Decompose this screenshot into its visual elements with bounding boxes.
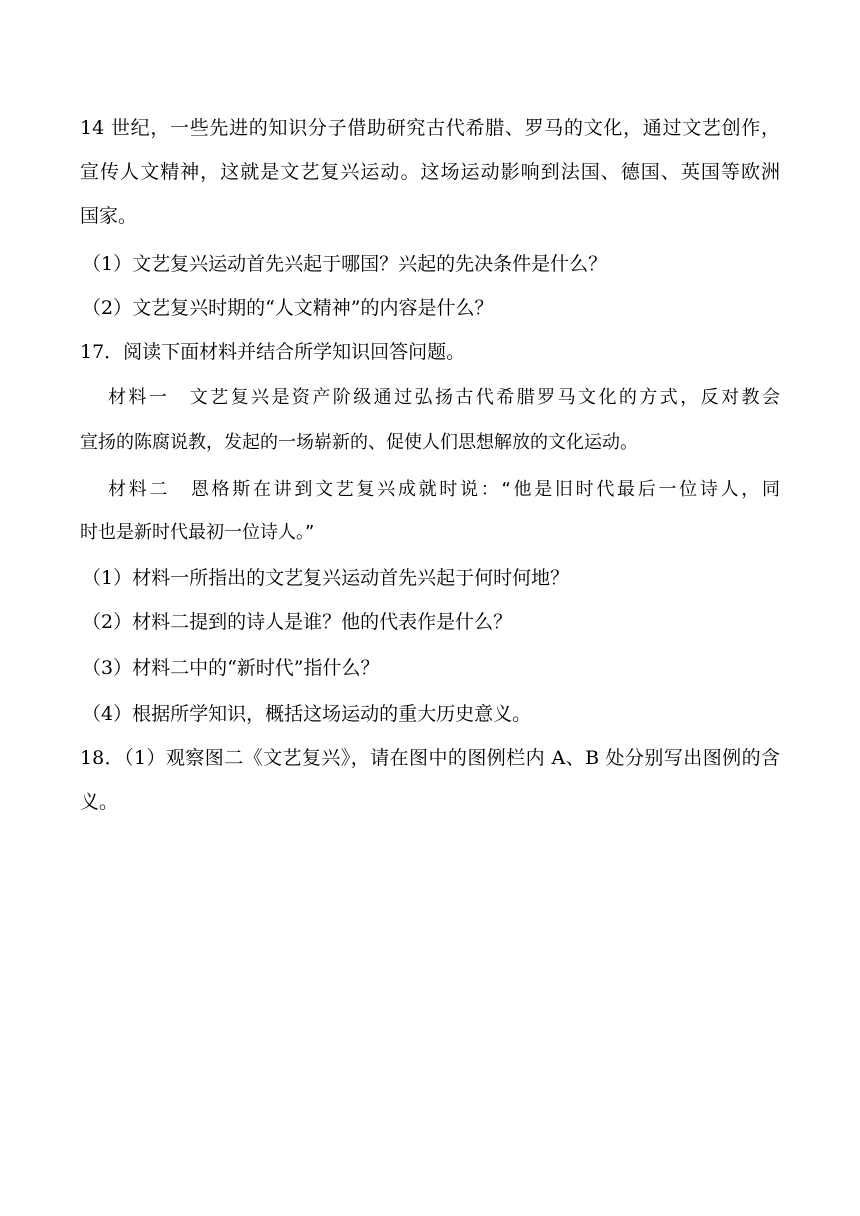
question-17-part-2: （2）材料二提到的诗人是谁？他的代表作是什么？ [82,611,513,633]
material-1-line-2: 宣扬的陈腐说教，发起的一场崭新的、促使人们思想解放的文化运动。 [80,432,638,453]
question-17-part-4: （4）根据所学知识，概括这场运动的重大历史意义。 [82,703,532,725]
material-2-line-2: 时也是新时代最初一位诗人。” [80,522,315,543]
material-1-line-1: 材料一 文艺复兴是资产阶级通过弘扬古代希腊罗马文化的方式，反对教会 [108,387,780,408]
intro-paragraph-line-1: 14 世纪，一些先进的知识分子借助研究古代希腊、罗马的文化，通过文艺创作， [80,117,780,139]
intro-paragraph-line-2: 宣传人文精神，这就是文艺复兴运动。这场运动影响到法国、德国、英国等欧洲 [80,161,780,183]
intro-question-1: （1）文艺复兴运动首先兴起于哪国？兴起的先决条件是什么？ [82,253,608,275]
question-17-part-3: （3）材料二中的“新时代”指什么？ [82,657,380,679]
question-17-part-1: （1）材料一所指出的文艺复兴运动首先兴起于何时何地？ [82,567,570,589]
material-2-line-1: 材料二 恩格斯在讲到文艺复兴成就时说：“他是旧时代最后一位诗人，同 [108,479,780,500]
intro-question-2: （2）文艺复兴时期的“人文精神”的内容是什么？ [82,297,494,319]
question-18-line-2: 义。 [80,791,119,813]
question-17-header: 17．阅读下面材料并结合所学知识回答问题。 [80,341,466,363]
intro-paragraph-line-3: 国家。 [80,205,138,227]
question-18-line-1: 18．（1）观察图二《文艺复兴》，请在图中的图例栏内 A、B 处分别写出图例的含 [80,747,780,769]
